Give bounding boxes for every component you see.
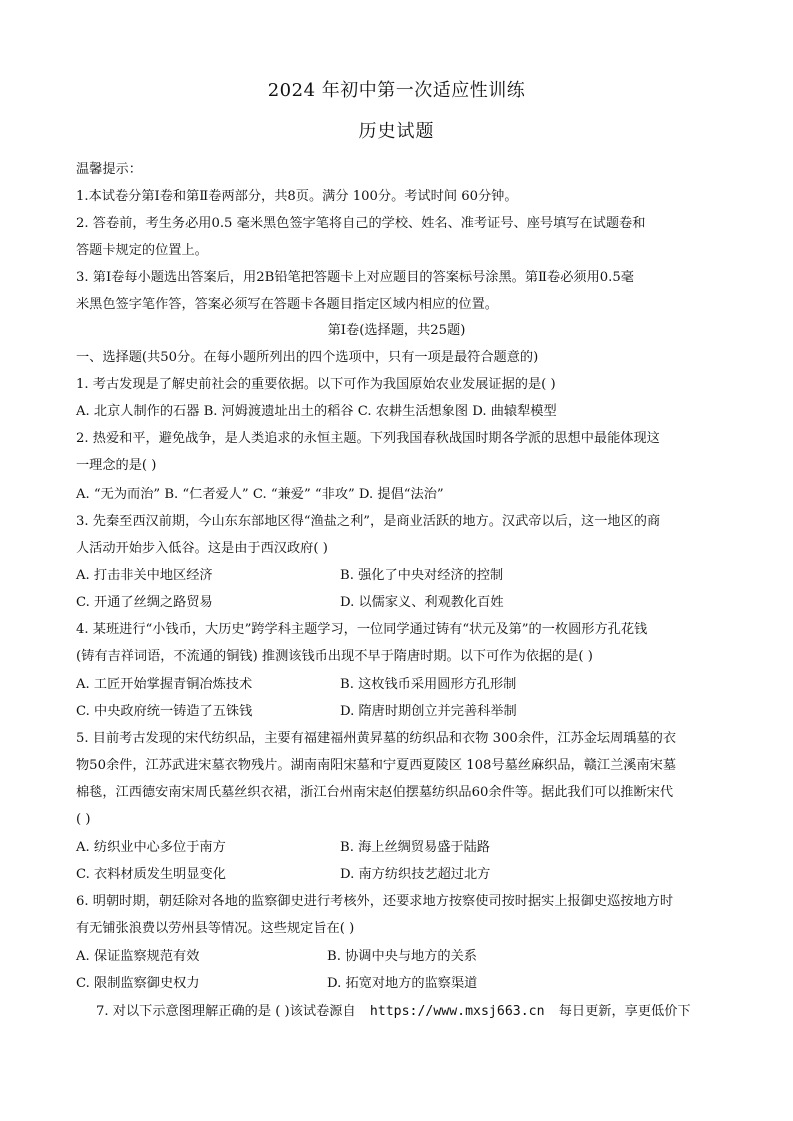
question-options-2: A. “无为而治” B. “仁者爱人” C. “兼爱” “非攻” D. 提倡“法治” [76, 487, 444, 502]
question-stem-4: 4. 某班进行“小钱币，大历史”跨学科主题学习，一位同学通过铸有“状元及第”的一枚圆形方孔花钱 [76, 622, 648, 637]
question-stem-5-cont: 物50余件，江苏武进宋墓衣物残片。湖南南阳宋墓和宁夏西夏陵区 108号墓丝麻织品，赣江兰溪南宋墓 [76, 758, 677, 773]
notice-item: 1.本试卷分第Ⅰ卷和第Ⅱ卷两部分，共8页。满分 100分。考试时间 60分钟。 [76, 189, 518, 204]
question-options-1: A. 北京人制作的石器 B. 河姆渡遗址出土的稻谷 C. 农耕生活想象图 D. 曲辕犁模型 [76, 404, 557, 419]
question-stem-6-cont: 有无铺张浪费以劳州县等情况。这些规定旨在( ) [76, 921, 355, 936]
option-d: D. 隋唐时期创立并完善科举制 [340, 704, 517, 719]
option-b: B. 这枚钱币采用圆形方孔形制 [340, 677, 517, 692]
option-a: A. 保证监察规范有效 [76, 949, 200, 964]
option-a: A. 打击非关中地区经济 [76, 568, 213, 583]
option-b: B. 海上丝绸贸易盛于陆路 [340, 840, 490, 855]
question-stem-5-cont: 棉毯，江西德安南宋周氏墓丝织衣裙，浙江台州南宋赵伯摆墓纺织品60余件等。据此我们可以推断宋代 [76, 785, 674, 800]
option-c: C. 限制监察御史权力 [76, 976, 200, 991]
option-c: C. 中央政府统一铸造了五铢钱 [76, 704, 253, 719]
question-stem-7 [96, 1003, 691, 1021]
option-d: D. 拓宽对地方的监察渠道 [327, 976, 478, 991]
option-b: B. 协调中央与地方的关系 [327, 949, 477, 964]
question-stem-1: 1. 考古发现是了解史前社会的重要依据。以下可作为我国原始农业发展证据的是( ) [76, 377, 556, 392]
question-stem-4-cont: (铸有吉祥词语，不流通的铜钱) 推测该钱币出现不早于隋唐时期。以下可作为依据的是( ) [76, 649, 593, 664]
question-stem-3-cont: 人活动开始步入低谷。这是由于西汉政府( ) [76, 541, 328, 556]
exam-title: 2024 年初中第一次适应性训练 [267, 80, 526, 101]
option-c: C. 开通了丝绸之路贸易 [76, 595, 213, 610]
notice-item: 米黑色签字笔作答，答案必须写在答题卡各题目指定区域内相应的位置。 [76, 297, 498, 312]
question-stem-5-cont: ( ) [76, 812, 91, 827]
source-url-link[interactable]: https://www.mxsj663.cn [369, 1004, 545, 1019]
notice-item: 答题卡规定的位置上。 [76, 243, 208, 258]
option-a: A. 纺织业中心多位于南方 [76, 840, 226, 855]
part-heading: 一、选择题(共50分。在每小题所列出的四个选项中，只有一项是最符合题意的) [76, 350, 539, 365]
option-a: A. 工匠开始掌握青铜冶炼技术 [76, 677, 253, 692]
option-b: B. 强化了中央对经济的控制 [340, 568, 504, 583]
notice-heading: 温馨提示： [76, 162, 142, 177]
notice-item: 3. 第Ⅰ卷每小题选出答案后，用2B铅笔把答题卡上对应题目的答案标号涂黑。第Ⅱ卷必须用0.5毫 [76, 270, 634, 285]
question-stem-2: 2. 热爱和平，避免战争，是人类追求的永恒主题。下列我国春秋战国时期各学派的思想中最能体现这 [76, 431, 660, 446]
question-stem-3: 3. 先秦至西汉前期，今山东东部地区得“渔盐之利”，是商业活跃的地方。汉武帝以后，这一地区的商 [76, 514, 661, 529]
exam-subtitle: 历史试题 [358, 121, 435, 142]
question-stem-6: 6. 明朝时期，朝廷除对各地的监察御史进行考核外，还要求地方按察使司按时据实上报御史巡按地方时 [76, 894, 674, 909]
option-c: C. 衣料材质发生明显变化 [76, 867, 226, 882]
question-stem-7-suffix: 每日更新，享更低价下 [558, 1004, 691, 1019]
question-stem-7-prefix: 7. 对以下示意图理解正确的是 ( )该试卷源自 [96, 1004, 356, 1019]
question-stem-5: 5. 目前考古发现的宋代纺织品，主要有福建福州黄昇墓的纺织品和衣物 300余件，江苏金坛周瑀墓的衣 [76, 731, 677, 746]
notice-item: 2. 答卷前，考生务必用0.5 毫米黑色签字笔将自己的学校、姓名、准考证号、座号填写在试题卷和 [76, 216, 646, 231]
question-stem-2-cont: 一理念的是( ) [76, 458, 157, 473]
section-title: 第Ⅰ卷(选择题，共25题) [327, 323, 466, 338]
option-d: D. 南方纺织技艺超过北方 [340, 867, 491, 882]
option-d: D. 以儒家义、利观教化百姓 [340, 595, 504, 610]
